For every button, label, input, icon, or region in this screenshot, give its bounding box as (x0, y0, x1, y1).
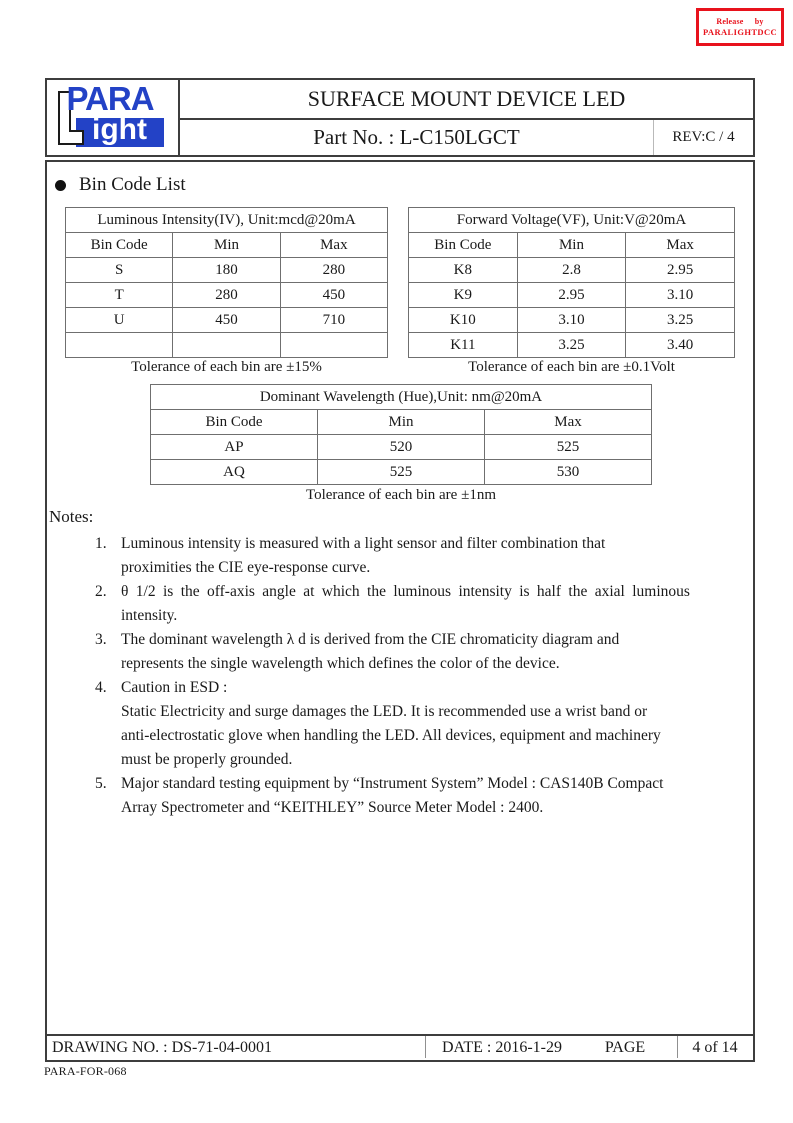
cell: 3.10 (626, 283, 735, 308)
logo-text-top: PARA (66, 79, 154, 117)
luminous-intensity-table (65, 207, 388, 358)
note-line: Array Spectrometer and “KEITHLEY” Source Meter Model : 2400. (121, 799, 544, 816)
part-number: Part No. : L-C150LGCT (313, 125, 520, 149)
note-number: 1. (95, 535, 107, 552)
page-label: PAGE (604, 1039, 646, 1056)
logo-blue-box (76, 113, 164, 147)
table-row (66, 333, 388, 358)
cell: 180 (173, 258, 280, 283)
table-title: Luminous Intensity(IV), Unit:mcd@20mA (66, 208, 388, 233)
cell (280, 333, 387, 358)
cell: AP (151, 435, 318, 460)
cell (66, 333, 173, 358)
footer (47, 1034, 753, 1058)
revision: REV:C / 4 (653, 120, 753, 155)
note-item (95, 676, 740, 772)
tolerance-voltage: Tolerance of each bin are ±0.1Volt (468, 359, 675, 375)
table-row (66, 283, 388, 308)
note-number: 4. (95, 679, 107, 696)
note-line: Caution in ESD : (121, 679, 228, 696)
note-item (95, 628, 740, 676)
table-row (66, 258, 388, 283)
column-header: Bin Code (409, 233, 518, 258)
cell: 3.25 (626, 308, 735, 333)
cell: K8 (409, 258, 518, 283)
cell: 710 (280, 308, 387, 333)
note-line: proximities the CIE eye-response curve. (121, 559, 371, 576)
cell (173, 333, 280, 358)
cell: 3.25 (517, 333, 626, 358)
footer-divider (677, 1036, 678, 1058)
section-heading (55, 174, 186, 196)
note-line: The dominant wavelength λ d is derived from the CIE chromaticity diagram and (121, 631, 620, 648)
table-row (409, 258, 735, 283)
note-line: intensity. (121, 607, 178, 624)
note-number: 5. (95, 775, 107, 792)
header (45, 78, 755, 157)
drawing-number: DRAWING NO. : DS-71-04-0001 (52, 1039, 273, 1056)
notes-list (95, 532, 740, 820)
table-title: Forward Voltage(VF), Unit:V@20mA (409, 208, 735, 233)
page-number: 4 of 14 (692, 1039, 738, 1056)
note-number: 3. (95, 631, 107, 648)
note-line: θ 1/2 is the off-axis angle at which the luminous intensity is half the axial luminous (121, 583, 690, 600)
column-header: Max (280, 233, 387, 258)
tolerance-luminous: Tolerance of each bin are ±15% (131, 359, 322, 375)
note-line: Major standard testing equipment by “Instrument System” Model : CAS140B Compact (121, 775, 664, 792)
cell: 2.95 (517, 283, 626, 308)
table-row (151, 460, 652, 485)
note-item (95, 532, 740, 580)
dominant-wavelength-table (150, 384, 652, 485)
cell: 450 (280, 283, 387, 308)
column-header: Min (517, 233, 626, 258)
column-header: Min (318, 410, 485, 435)
column-header: Min (173, 233, 280, 258)
cell: 520 (318, 435, 485, 460)
table-row (151, 435, 652, 460)
note-item (95, 772, 740, 820)
note-number: 2. (95, 583, 107, 600)
column-header: Max (626, 233, 735, 258)
note-line: Static Electricity and surge damages the LED. It is recommended use a wrist band or (121, 703, 648, 720)
release-stamp (696, 8, 784, 46)
cell: S (66, 258, 173, 283)
cell: K9 (409, 283, 518, 308)
cell: 3.10 (517, 308, 626, 333)
logo-text-bottom: ight (92, 113, 147, 146)
cell: 280 (173, 283, 280, 308)
table-row (409, 283, 735, 308)
notes-heading: Notes: (49, 507, 94, 526)
footer-divider (425, 1036, 426, 1058)
bullet-icon (55, 180, 66, 191)
table-title: Dominant Wavelength (Hue),Unit: nm@20mA (151, 385, 652, 410)
note-line: anti-electrostatic glove when handling the LED. All devices, equipment and machinery (121, 727, 661, 744)
cell: 280 (280, 258, 387, 283)
note-line: represents the single wavelength which defines the color of the device. (121, 655, 560, 672)
column-header: Max (485, 410, 652, 435)
table-row (66, 308, 388, 333)
forward-voltage-table (408, 207, 735, 358)
cell: AQ (151, 460, 318, 485)
note-line: Luminous intensity is measured with a light sensor and filter combination that (121, 535, 606, 552)
stamp-line1: Release by (716, 17, 764, 26)
note-line: must be properly grounded. (121, 751, 293, 768)
cell: 3.40 (626, 333, 735, 358)
form-number: PARA-FOR-068 (44, 1064, 127, 1078)
note-item (95, 580, 740, 628)
cell: 450 (173, 308, 280, 333)
content-frame (45, 160, 755, 1062)
cell: 525 (485, 435, 652, 460)
cell: 2.8 (517, 258, 626, 283)
cell: 2.95 (626, 258, 735, 283)
tolerance-wavelength: Tolerance of each bin are ±1nm (305, 487, 496, 503)
cell: T (66, 283, 173, 308)
section-heading-label: Bin Code List (79, 174, 186, 195)
stamp-line2: PARALIGHTDCC (702, 27, 778, 37)
para-light-logo (58, 79, 168, 149)
cell: 525 (318, 460, 485, 485)
column-header: Bin Code (151, 410, 318, 435)
logo-cell (47, 80, 180, 155)
column-header: Bin Code (66, 233, 173, 258)
table-row (409, 333, 735, 358)
document-title: SURFACE MOUNT DEVICE LED (180, 80, 753, 120)
cell: U (66, 308, 173, 333)
cell: 530 (485, 460, 652, 485)
cell: K11 (409, 333, 518, 358)
table-row (409, 308, 735, 333)
date: DATE : 2016-1-29 (442, 1039, 562, 1056)
cell: K10 (409, 308, 518, 333)
